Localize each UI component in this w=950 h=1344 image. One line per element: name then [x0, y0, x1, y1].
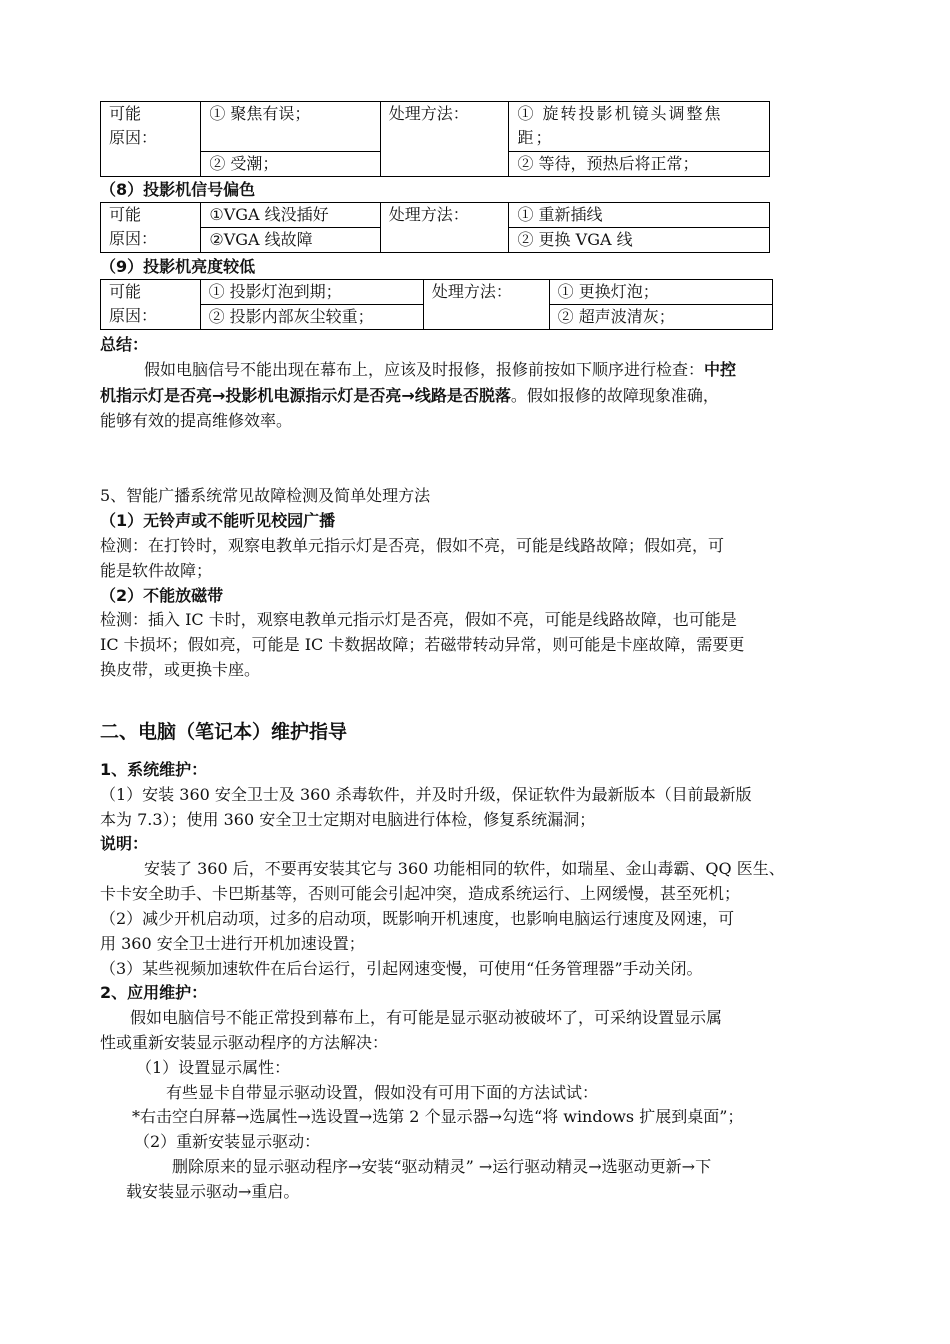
broadcast-sub-2-line-3: 换皮带，或更换卡座。	[100, 660, 261, 679]
cause-1-cell	[201, 102, 380, 152]
cause-1: ① 投影灯泡到期；	[208, 282, 342, 301]
section-8-title: （8）投影机信号偏色	[100, 180, 256, 199]
system-line-2: 本为 7.3）；使用 360 安全卫士定期对电脑进行体检，修复系统漏洞；	[100, 810, 596, 829]
method-label: 处理方法：	[388, 104, 469, 123]
summary-line-1	[144, 357, 736, 383]
method-1-cell	[509, 102, 770, 152]
method-1-cell	[509, 203, 770, 228]
cause-2: ② 投影内部灰尘较重；	[208, 307, 374, 326]
app-sub-1-line-1: 有些显卡自带显示驱动设置，假如没有可用下面的方法试试：	[166, 1083, 599, 1102]
computer-title: 二、电脑（笔记本）维护指导	[100, 721, 348, 743]
system-line-1: （1）安装 360 安全卫士及 360 杀毒软件，并及时升级，保证软件为最新版本（目前最新版	[100, 785, 752, 804]
method-1a: ① 旋转投影机镜头调整焦	[517, 104, 723, 123]
cause-2: ② 受潮；	[209, 154, 279, 173]
cause-2-cell	[201, 152, 380, 177]
method-1: ① 重新插线	[517, 205, 603, 224]
note-title: 说明：	[100, 834, 149, 853]
app-sub-2-line-2: 载安装显示驱动→重启。	[126, 1182, 300, 1201]
method-2-cell	[509, 228, 770, 253]
cause-label-1: 可能	[109, 282, 142, 301]
summary-title: 总结：	[100, 335, 149, 354]
summary-line-1-plain: 假如电脑信号不能出现在幕布上，应该及时报修，报修前按如下顺序进行检查：	[144, 360, 705, 379]
broadcast-sub-2-line-2: IC 卡损坏；假如亮，可能是 IC 卡数据故障；若磁带转动异常，则可能是卡座故障，需要更	[100, 635, 745, 654]
table-8	[100, 202, 770, 253]
method-2: ② 等待，预热后将正常；	[517, 154, 699, 173]
summary-line-1-bold: 中控	[704, 360, 737, 379]
method-1b: 距；	[517, 128, 554, 147]
app-sub-2: （2）重新安装显示驱动：	[134, 1132, 321, 1151]
note-line-2: 卡卡安全助手、卡巴斯基等，否则可能会引起冲突，造成系统运行、上网缓慢，甚至死机；	[100, 884, 741, 903]
method-label: 处理方法：	[388, 205, 469, 224]
cause-label-cell	[101, 203, 201, 253]
broadcast-sub-1-line-1: 检测：在打铃时，观察电教单元指示灯是否亮，假如不亮，可能是线路故障；假如亮，可	[100, 536, 725, 555]
summary-line-2-plain: 。假如报修的故障现象准确，	[510, 386, 719, 405]
cause-label-cell	[101, 102, 201, 177]
table-9	[100, 279, 773, 330]
system-maintenance-title: 1、系统维护：	[100, 760, 208, 779]
broadcast-sub-2: （2）不能放磁带	[100, 586, 224, 605]
note-line-1: 安装了 360 后，不要再安装其它与 360 功能相同的软件，如瑞星、金山毒霸、QQ 医生、	[144, 859, 785, 878]
section-9-title: （9）投影机亮度较低	[100, 257, 256, 276]
summary-line-2	[100, 383, 719, 409]
item-2-line-2: 用 360 安全卫士进行开机加速设置；	[100, 934, 365, 953]
cause-label-1: 可能	[109, 104, 142, 123]
cause-2: ②VGA 线故障	[209, 230, 313, 249]
summary-line-2-bold: 机指示灯是否亮→投影机电源指示灯是否亮→线路是否脱落	[100, 386, 511, 405]
method-2: ② 超声波清灰；	[557, 307, 675, 326]
cause-2-cell	[201, 228, 380, 253]
app-maintenance-title: 2、应用维护：	[100, 983, 208, 1002]
cause-label-cell	[101, 280, 201, 330]
app-sub-1-line-2: *右击空白屏幕→选属性→选设置→选第 2 个显示器→勾选“将 windows 扩展到桌面”；	[132, 1107, 744, 1126]
method-label-cell	[380, 203, 509, 253]
cause-1: ①VGA 线没插好	[209, 205, 329, 224]
app-sub-2-line-1: 删除原来的显示驱动程序→安装“驱动精灵” →运行驱动精灵→选驱动更新→下	[172, 1157, 712, 1176]
cause-label-1: 可能	[109, 205, 142, 224]
cause-1-cell	[200, 280, 423, 305]
app-sub-1: （1）设置显示属性：	[136, 1058, 291, 1077]
app-line-1: 假如电脑信号不能正常投到幕布上，有可能是显示驱动被破坏了，可采纳设置显示属	[130, 1008, 723, 1027]
cause-label-2: 原因：	[109, 229, 158, 248]
method-label: 处理方法：	[431, 282, 512, 301]
method-label-cell	[423, 280, 549, 330]
broadcast-title: 5、智能广播系统常见故障检测及简单处理方法	[100, 486, 431, 505]
table-7-focus	[100, 101, 770, 177]
method-2: ② 更换 VGA 线	[517, 230, 633, 249]
cause-label-2: 原因：	[109, 128, 158, 147]
item-3: （3）某些视频加速软件在后台运行，引起网速变慢，可使用“任务管理器”手动关闭。	[100, 959, 703, 978]
method-2-cell	[549, 305, 772, 330]
method-2-cell	[509, 152, 770, 177]
method-1-cell	[549, 280, 772, 305]
cause-1-cell	[201, 203, 380, 228]
broadcast-sub-1-line-2: 能是软件故障；	[100, 561, 213, 580]
summary-line-3: 能够有效的提高维修效率。	[100, 411, 293, 430]
cause-2-cell	[200, 305, 423, 330]
method-1: ① 更换灯泡；	[557, 282, 659, 301]
broadcast-sub-2-line-1: 检测：插入 IC 卡时，观察电教单元指示灯是否亮，假如不亮，可能是线路故障，也可能是	[100, 610, 737, 629]
cause-1: ① 聚焦有误；	[209, 104, 311, 123]
app-line-2: 性或重新安装显示驱动程序的方法解决：	[100, 1033, 389, 1052]
method-label-cell	[380, 102, 509, 177]
broadcast-sub-1: （1）无铃声或不能听见校园广播	[100, 511, 336, 530]
item-2-line-1: （2）减少开机启动项，过多的启动项，既影响开机速度，也影响电脑运行速度及网速，可	[100, 909, 735, 928]
cause-label-2: 原因：	[109, 306, 158, 325]
